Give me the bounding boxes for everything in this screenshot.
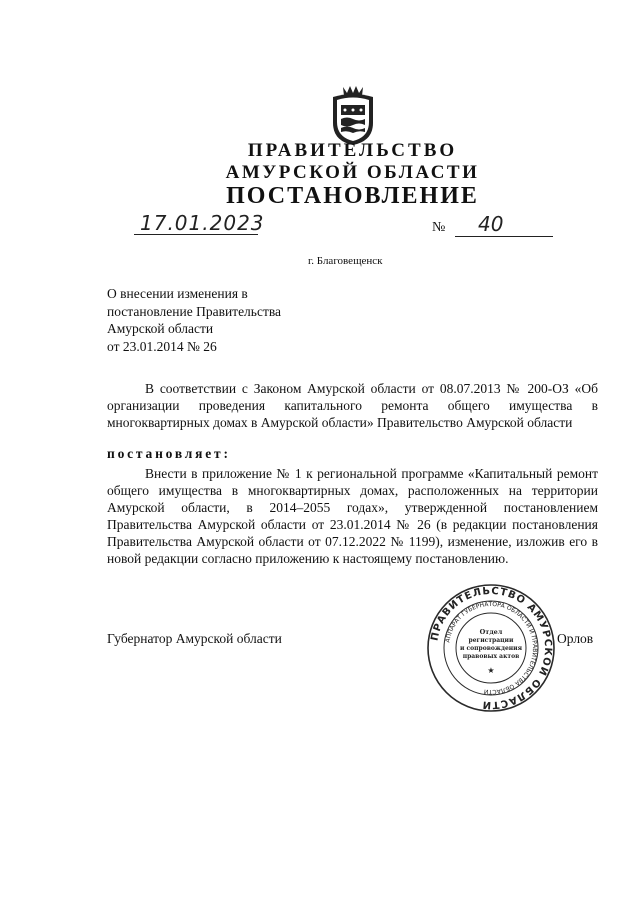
city-label: г. Благовещенск xyxy=(308,255,383,267)
subject-line: постановление Правительства xyxy=(107,303,282,319)
government-title: ПРАВИТЕЛЬСТВО xyxy=(247,140,458,161)
handwritten-date: 17.01.2023 xyxy=(140,211,265,235)
stamp-center-line: правовых актов xyxy=(462,653,520,660)
preamble-paragraph: В соответствии с Законом Амурской области от 08.07.2013 № 200-ОЗ «Об организации проведения капитального ремонта общего имущества в многоквартирных домах в Амурской области» Правительство Амурской области xyxy=(107,381,598,430)
coat-of-arms-icon xyxy=(329,85,377,147)
signatory-title: Губернатор Амурской области xyxy=(107,631,282,646)
subject-line: Амурской области xyxy=(107,321,214,336)
subject-line: от 23.01.2014 № 26 xyxy=(107,338,217,354)
resolution-paragraph: Внести в приложение № 1 к региональной программе «Капитальный ремонт общего имущества в многоквартирных домах, расположенных на территории Амурской области, в 2014–2055 годах», утвержденной постановлением Правительства Амурской области от 23.01.2014 № 26 (в редакции постановления Правительства Амурской области от 07.12.2022 № 1199), изменение, изложив его в новой редакции согласно приложению к настоящему постановлению. xyxy=(107,466,598,566)
number-sign: № xyxy=(432,220,446,235)
document-subject xyxy=(107,285,281,355)
signatory-name: Орлов xyxy=(557,631,594,646)
handwritten-number: 40 xyxy=(478,212,504,236)
stamp-star-icon: ★ xyxy=(487,666,495,675)
stamp-center-line: Отдел xyxy=(479,628,503,636)
region-title: АМУРСКОЙ ОБЛАСТИ xyxy=(225,162,480,183)
number-underline xyxy=(455,236,553,237)
stamp-inner-text: АППАРАТ ГУБЕРНАТОРА ОБЛАСТИ И ПРАВИТЕЛЬСТВА ОБЛАСТИ xyxy=(444,600,539,696)
stamp-center-line: и сопровождения xyxy=(459,645,523,652)
stamp-center-line: регистрации xyxy=(468,637,514,644)
document-type-title: ПОСТАНОВЛЕНИЕ xyxy=(226,183,479,209)
stamp-outer-text: ПРАВИТЕЛЬСТВО АМУРСКОЙ ОБЛАСТИ xyxy=(429,585,554,711)
resolves-label: постановляет: xyxy=(107,446,231,461)
official-stamp xyxy=(426,583,556,713)
subject-line: О внесении изменения в xyxy=(107,286,248,301)
